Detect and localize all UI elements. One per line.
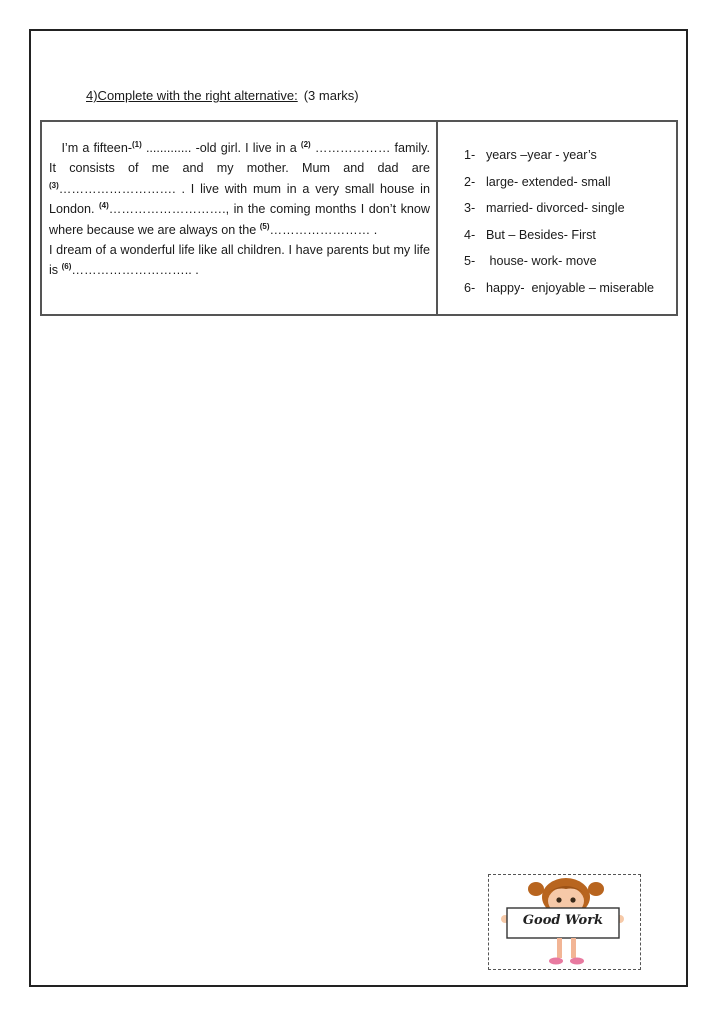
passage-text: ……………………….. . [71, 263, 199, 278]
option-number: 1- [464, 148, 476, 162]
option-number: 6- [464, 280, 476, 295]
sticker-text: Good Work [522, 913, 604, 928]
passage-paragraph-2 [49, 240, 430, 281]
option-item [464, 201, 676, 228]
option-text: large- extended- small [486, 174, 611, 189]
option-item [464, 228, 676, 255]
exercise-title: 4)Complete with the right alternative: [86, 88, 298, 103]
option-text: But – Besides- First [486, 227, 596, 242]
option-item [464, 281, 676, 308]
passage-text: …………………… . [269, 222, 378, 237]
exercise-marks: (3 marks) [303, 88, 359, 103]
passage-cell [42, 122, 438, 314]
option-number: 3- [464, 201, 476, 216]
options-cell [438, 122, 676, 314]
option-text: house- work- move [486, 254, 597, 269]
blank-number-3: (3) [49, 180, 59, 190]
option-number: 4- [464, 227, 476, 242]
passage-text: I dream of a wonderful life like all children. I have parents but my life is [49, 243, 430, 278]
exercise-table [40, 120, 678, 316]
passage-text: ……………… family. It consists of me and my mother. Mum and dad are [49, 141, 430, 176]
good-work-sticker [488, 874, 641, 970]
passage-text: ………………………. . I live with mum in a very small house in London. [49, 181, 430, 217]
blank-number-5: (5) [259, 221, 270, 231]
option-number: 5- [464, 254, 476, 269]
option-item [464, 175, 676, 202]
passage-text: ………………………., in the coming months I don’t know where because we are always on the [49, 202, 430, 237]
option-item [464, 148, 676, 175]
option-item [464, 254, 676, 281]
option-text: happy- enjoyable – miserable [486, 280, 655, 295]
passage-paragraph-1 [49, 138, 430, 240]
blank-number-6: (6) [61, 262, 72, 272]
blank-number-2: (2) [300, 140, 311, 149]
passage-text: ............. -old girl. I live in a [141, 141, 301, 155]
options-list [464, 148, 676, 308]
blank-number-1: (1) [132, 140, 142, 149]
passage-text: I’m a fifteen- [61, 141, 133, 155]
blank-number-4: (4) [99, 201, 109, 211]
exercise-heading [86, 88, 359, 103]
option-text: married- divorced- single [486, 201, 625, 216]
option-number: 2- [464, 174, 476, 189]
option-text: years –year - year’s [486, 148, 597, 162]
